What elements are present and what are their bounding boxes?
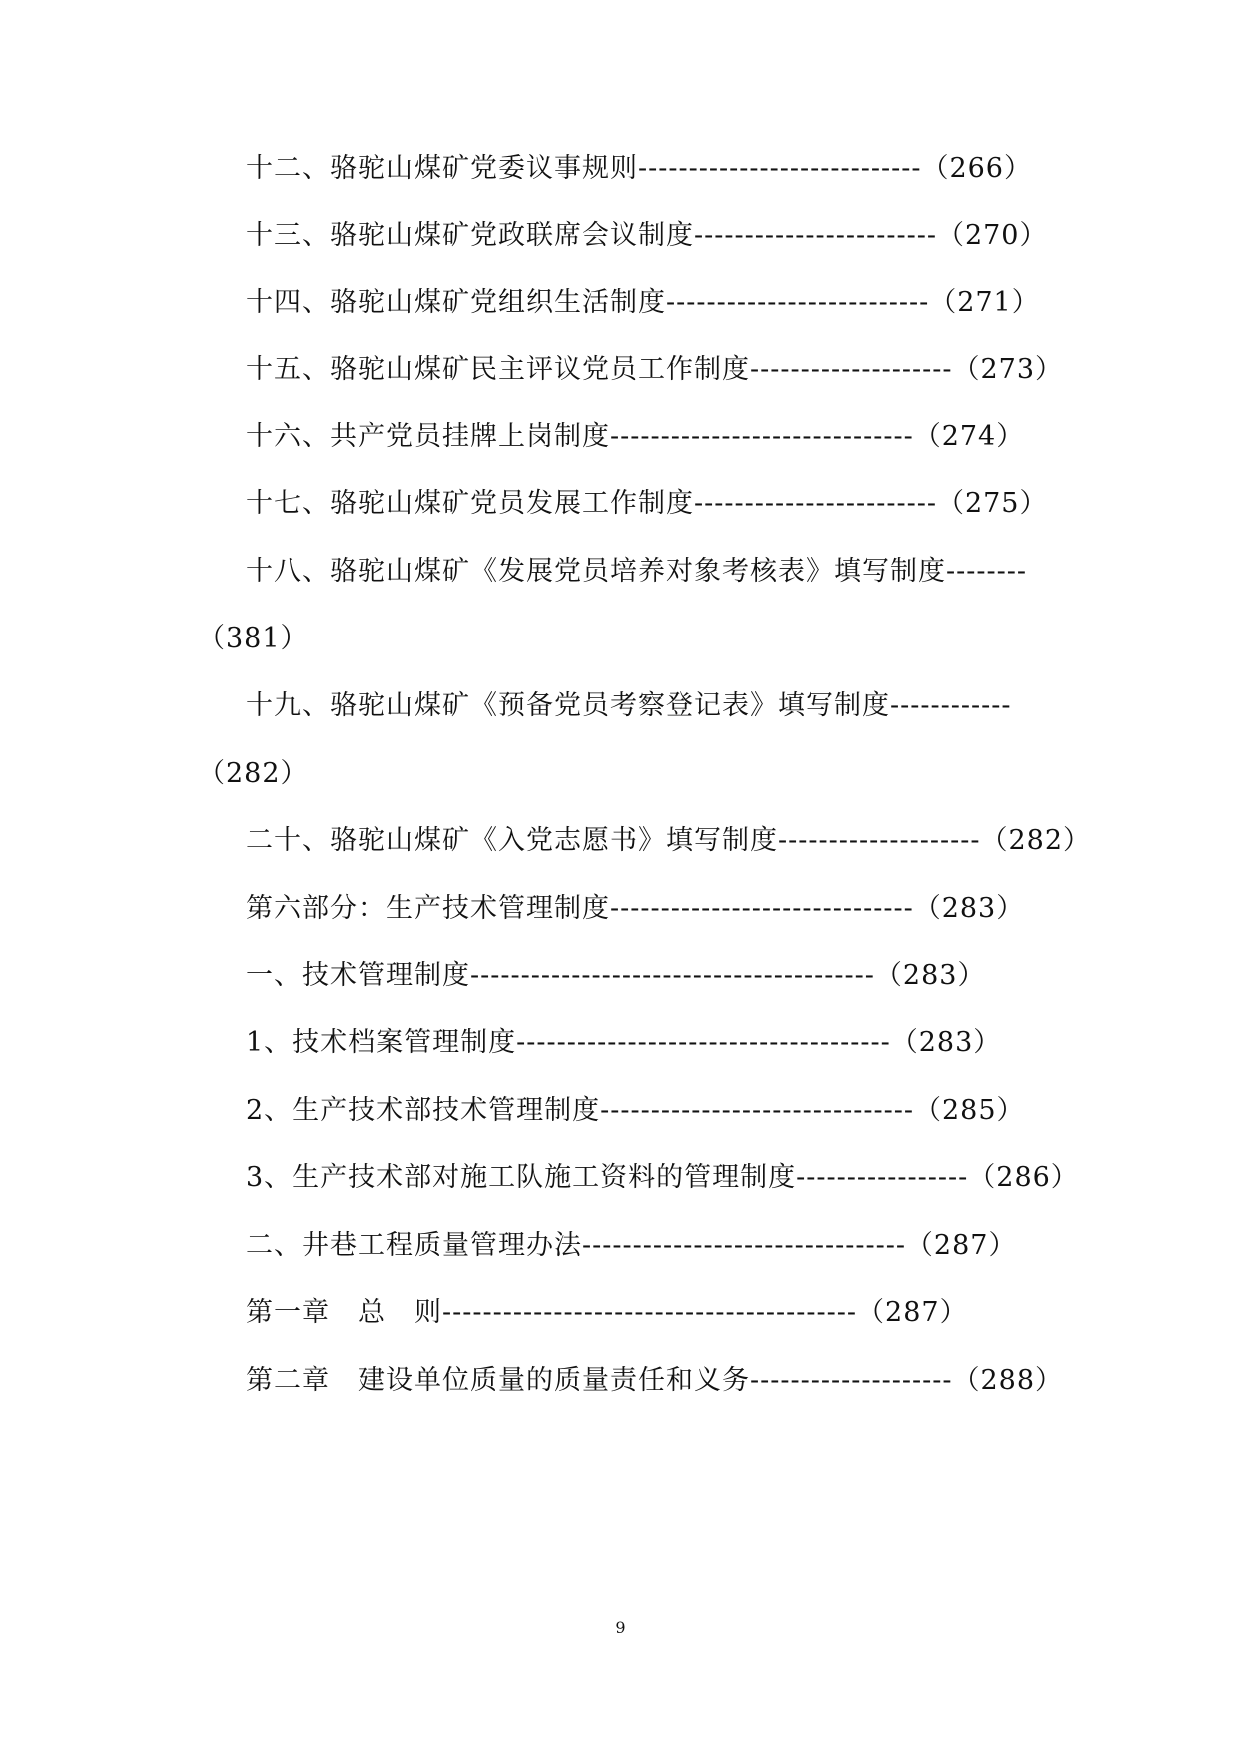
page-number: 9 [615, 1618, 626, 1637]
toc-item-2: 2、生产技术部技术管理制度-------------------------------（285） [246, 1095, 1025, 1126]
toc-entry-18: 十八、骆驼山煤矿《发展党员培养对象考核表》填写制度-------- [246, 556, 1027, 587]
toc-entry-15: 十五、骆驼山煤矿民主评议党员工作制度--------------------（273） [246, 354, 1063, 385]
toc-entry-19: 十九、骆驼山煤矿《预备党员考察登记表》填写制度------------ [246, 690, 1012, 721]
toc-entry-13: 十三、骆驼山煤矿党政联席会议制度------------------------（270） [246, 220, 1048, 251]
toc-entry-19-page: （282） [198, 758, 309, 789]
toc-entry-12: 十二、骆驼山煤矿党委议事规则----------------------------（266） [246, 153, 1032, 184]
toc-item-1: 1、技术档案管理制度-------------------------------------（283） [246, 1027, 1002, 1058]
toc-entry-18-page: （381） [198, 623, 309, 654]
toc-section-1: 一、技术管理制度----------------------------------------（283） [246, 960, 986, 991]
toc-entry-20: 二十、骆驼山煤矿《入党志愿书》填写制度--------------------（282） [246, 825, 1091, 856]
toc-item-3: 3、生产技术部对施工队施工资料的管理制度-----------------（286） [246, 1162, 1079, 1193]
toc-section-2: 二、井巷工程质量管理办法--------------------------------（287） [246, 1230, 1017, 1261]
toc-chapter-1: 第一章 总 则-----------------------------------------（287） [246, 1297, 968, 1328]
toc-entry-17: 十七、骆驼山煤矿党员发展工作制度------------------------（275） [246, 488, 1048, 519]
toc-entry-14: 十四、骆驼山煤矿党组织生活制度--------------------------（271） [246, 287, 1040, 318]
toc-chapter-2: 第二章 建设单位质量的质量责任和义务--------------------（288） [246, 1365, 1063, 1396]
toc-part-6: 第六部分：生产技术管理制度------------------------------（283） [246, 893, 1025, 924]
toc-entry-16: 十六、共产党员挂牌上岗制度------------------------------（274） [246, 421, 1025, 452]
